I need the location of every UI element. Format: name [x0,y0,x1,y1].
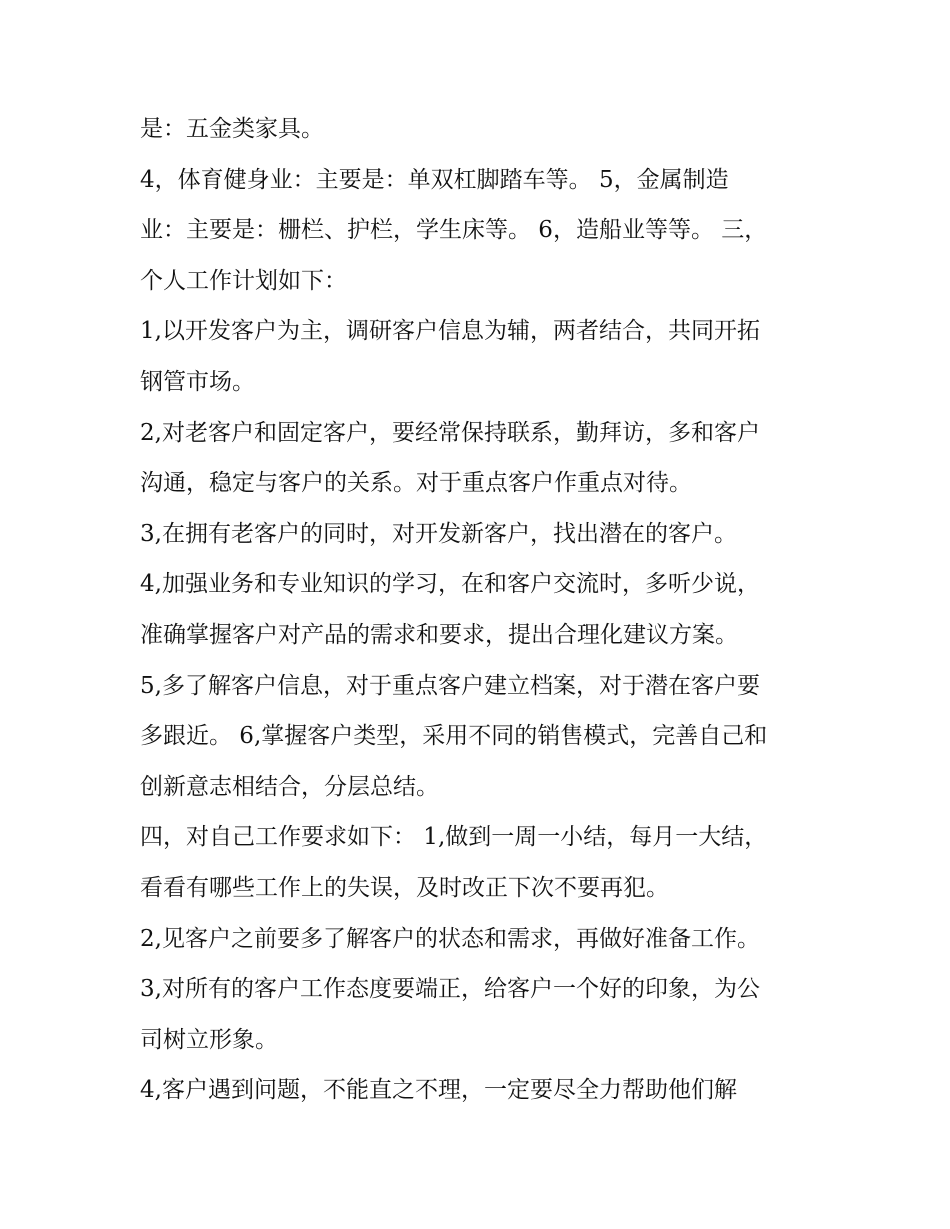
text-line: 看看有哪些工作上的失误，及时改正下次不要再犯。 [140,874,669,901]
text-line: 4，体育健身业：主要是：单双杠脚踏车等。 5，金属制造 [140,166,729,193]
text-line: 是：五金类家具。 [140,116,324,142]
text-line: 准确掌握客户对产品的需求和要求，提出合理化建议方案。 [140,621,738,648]
text-line: 4,加强业务和专业知识的学习，在和客户交流时，多听少说， [140,571,760,598]
text-line: 3,在拥有老客户的同时，对开发新客户，找出潜在的客户。 [140,520,737,547]
text-line: 2,见客户之前要多了解客户的状态和需求，再做好准备工作。 [140,925,760,952]
text-line: 业：主要是：栅栏、护栏，学生床等。 6，造船业等等。 三， [140,217,768,244]
text-line: 多跟近。 6,掌握客户类型，采用不同的销售模式，完善自己和 [140,723,768,750]
text-line: 4,客户遇到问题，不能直之不理，一定要尽全力帮助他们解 [140,1077,737,1104]
document-body [140,104,820,1116]
text-line: 3,对所有的客户工作态度要端正，给客户一个好的印象，为公 [140,976,760,1003]
text-line: 1,以开发客户为主，调研客户信息为辅，两者结合，共同开拓 [140,318,760,345]
text-line: 5,多了解客户信息，对于重点客户建立档案，对于潜在客户要 [140,672,760,699]
text-line: 沟通，稳定与客户的关系。对于重点客户作重点对待。 [140,470,692,497]
text-line: 2,对老客户和固定客户，要经常保持联系，勤拜访，多和客户 [140,419,760,446]
text-line: 创新意志相结合，分层总结。 [140,773,439,800]
text-line: 司树立形象。 [140,1026,278,1053]
text-line: 个人工作计划如下： [140,267,347,294]
text-line: 四，对自己工作要求如下： 1,做到一周一小结，每月一大结， [140,824,768,851]
text-line: 钢管市场。 [140,368,255,395]
